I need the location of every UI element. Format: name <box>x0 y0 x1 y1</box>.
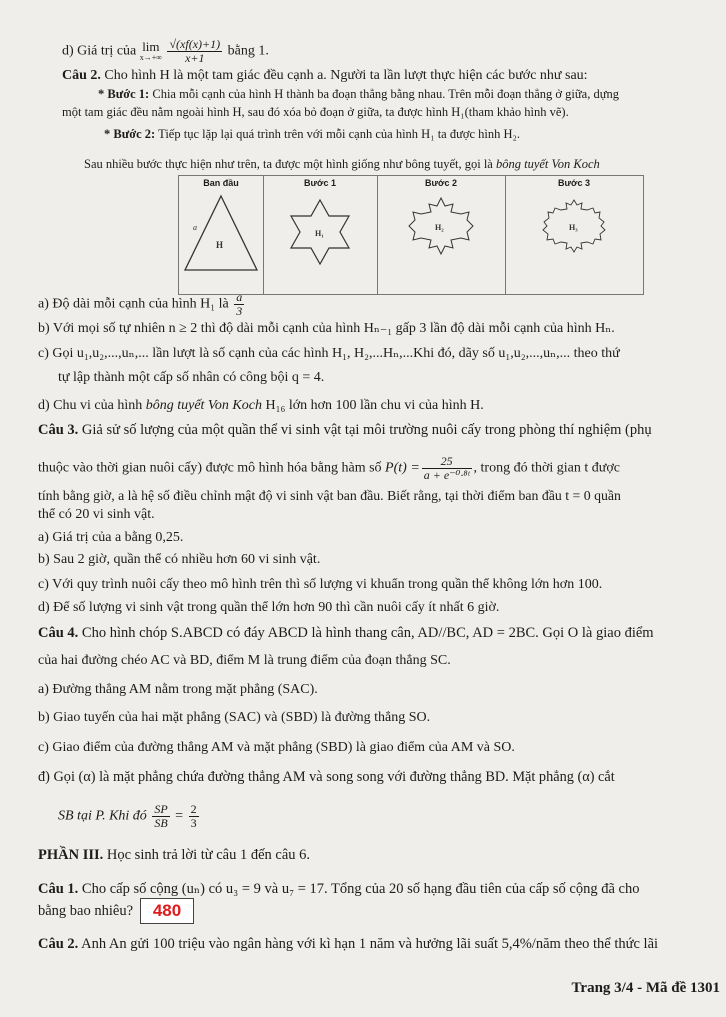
figure-cell-step3 <box>505 176 643 294</box>
text: Cho hình H là một tam giác đều cạnh a. Người ta lần lượt thực hiện các bước như sau: <box>104 68 588 83</box>
part3-question-1 <box>38 880 639 898</box>
text: Học sinh trả lời từ câu 1 đến câu 6. <box>106 847 311 863</box>
question-label: Câu 2. <box>38 936 79 952</box>
text: a) Độ dài mỗi cạnh của hình H₁ là <box>38 296 229 312</box>
figure-header: Ban đầu <box>203 178 239 188</box>
numerator: 25 <box>422 455 472 469</box>
value-fraction <box>189 803 199 830</box>
figure-header: Bước 3 <box>558 178 590 188</box>
step-label: * Bước 1: <box>98 87 150 101</box>
denominator: x+1 <box>185 51 205 65</box>
part3-question-2 <box>38 935 658 953</box>
side-label: a <box>193 223 197 232</box>
question-4-line2: của hai đường chéo AC và BD, điểm M là trung điểm của đoạn thẳng SC. <box>38 653 451 668</box>
denominator: a + e⁻⁰·⁸ᵗ <box>423 468 470 482</box>
text: SB tại P. Khi đó <box>58 808 147 824</box>
question-1d <box>62 38 269 65</box>
step-label: * Bước 2: <box>104 127 156 141</box>
function-fraction <box>422 455 472 482</box>
step-1 <box>98 85 619 103</box>
figure-header: Bước 1 <box>304 178 336 188</box>
question-label: Câu 3. <box>38 422 79 438</box>
text: d) Chu vi của hình <box>38 398 143 413</box>
statement-4b: b) Giao tuyến của hai mặt phẳng (SAC) và (SBD) là đường thẳng SO. <box>38 710 431 725</box>
question-3-line3: tính bằng giờ, a là hệ số điều chỉnh mật độ vi sinh vật ban đầu. Biết rằng, tại thời điểm ban đầu t = 0 quần <box>38 488 621 503</box>
equals-sign: = <box>175 808 184 824</box>
lim-label: lim <box>142 38 160 54</box>
ratio-fraction <box>152 803 169 830</box>
numerator: 2 <box>190 802 197 816</box>
shape-label: H₂ <box>435 223 444 232</box>
statement-3d: d) Để số lượng vi sinh vật trong quần thể lớn hơn 90 thì cần nuôi cấy ít nhất 6 giờ. <box>38 600 500 615</box>
fraction <box>234 291 244 318</box>
koch-figure <box>178 175 644 295</box>
text: Tiếp tục lặp lại quá trình trên với mỗi cạnh của hình H₁ ta được hình H₂. <box>158 127 520 141</box>
statement-2a <box>38 291 246 318</box>
question-3-line4: thể có 20 vi sinh vật. <box>38 507 155 522</box>
statement-3b: b) Sau 2 giờ, quần thể có nhiều hơn 60 vi sinh vật. <box>38 552 321 567</box>
triangle-shape <box>179 190 263 290</box>
question-2-line4 <box>84 155 600 173</box>
figure-cell-step2 <box>377 176 506 294</box>
step-2 <box>104 125 520 143</box>
statement-4d-cont <box>58 803 201 830</box>
text: bằng 1. <box>227 43 269 59</box>
question-label: Câu 2. <box>62 68 101 83</box>
star-shape <box>263 190 377 290</box>
text: Sau nhiều bước thực hiện như trên, ta được một hình giống như bông tuyết, gọi là <box>84 157 493 171</box>
statement-4d: đ) Gọi (α) là mặt phẳng chứa đường thẳng AM và song song với đường thẳng BD. Mặt phẳng (α) cắt <box>38 769 615 785</box>
statement-4c: c) Giao điểm của đường thẳng AM và mặt phẳng (SBD) là giao điểm của AM và SO. <box>38 740 515 755</box>
answer-box: 480 <box>140 898 194 924</box>
text: Cho cấp số cộng (uₙ) có u₃ = 9 và u₇ = 17. Tổng của 20 số hạng đầu tiên của cấp số cộng đã cho <box>81 881 640 897</box>
statement-2b: b) Với mọi số tự nhiên n ≥ 2 thì độ dài mỗi cạnh của hình Hₙ₋₁ gấp 3 lần độ dài mỗi cạnh của hình Hₙ. <box>38 321 615 336</box>
statement-3c: c) Với quy trình nuôi cấy theo mô hình trên thì số lượng vi khuẩn trong quần thể không lớn hơn 100. <box>38 577 603 592</box>
limit-fraction <box>167 38 222 65</box>
statement-4a: a) Đường thẳng AM nằm trong mặt phẳng (SAC). <box>38 682 318 697</box>
denominator: SB <box>154 816 168 830</box>
snowflake-step2-shape <box>377 190 505 290</box>
statement-2d <box>38 397 484 415</box>
page-footer: Trang 3/4 - Mã đề 1301 <box>571 980 720 996</box>
text: H₁₆ lớn hơn 100 lần chu vi của hình H. <box>265 398 484 413</box>
shape-label: H₃ <box>569 223 578 232</box>
question-2-intro <box>62 67 588 85</box>
figure-cell-start <box>179 176 264 294</box>
text: thuộc vào thời gian nuôi cấy) được mô hình hóa bằng hàm số <box>38 460 382 476</box>
numerator: a <box>236 290 243 304</box>
shape-label: H₁ <box>315 229 324 238</box>
numerator: √(xf(x)+1) <box>169 37 221 51</box>
question-label: Câu 4. <box>38 625 79 641</box>
part-3-heading <box>38 846 310 864</box>
question-4-intro <box>38 624 654 642</box>
question-3-line2 <box>38 455 620 482</box>
figure-cell-step1 <box>263 176 378 294</box>
question-label: Câu 1. <box>38 881 79 897</box>
limit-expression <box>139 38 162 63</box>
statement-3a: a) Giá trị của a bằng 0,25. <box>38 530 184 545</box>
koch-term: bông tuyết Von Koch <box>145 398 262 413</box>
figure-header: Bước 2 <box>425 178 457 188</box>
denominator: 3 <box>236 304 243 318</box>
statement-2c: c) Gọi u₁,u₂,...,uₙ,... lần lượt là số cạnh của các hình H₁, H₂,...Hₙ,...Khi đó, dãy số u₁,u₂,...,uₙ,... theo thứ <box>38 346 620 361</box>
shape-label: H <box>216 240 224 250</box>
numerator: SP <box>154 802 168 816</box>
question-3-intro <box>38 421 652 439</box>
text: , trong đó thời gian t được <box>473 460 620 476</box>
text: Giả sử số lượng của một quần thể vi sinh vật tại môi trường nuôi cấy trong phòng thí nghiệm (phụ <box>81 422 652 438</box>
text: Anh An gửi 100 triệu vào ngân hàng với kì hạn 1 năm và hưởng lãi suất 5,4%/năm theo thể thức lãi <box>81 936 659 952</box>
lim-sub: x→+∞ <box>139 52 162 62</box>
snowflake-step3-shape <box>505 190 643 290</box>
text: Chia mỗi cạnh của hình H thành ba đoạn thẳng bằng nhau. Trên mỗi đoạn thẳng ở giữa, dựng <box>152 87 619 101</box>
part3-question-1-cont: bằng bao nhiêu? <box>38 903 134 919</box>
text: d) Giá trị của <box>62 43 137 59</box>
statement-2c-cont: tự lập thành một cấp số nhân có công bội q = 4. <box>58 370 325 385</box>
function-name: P(t) = <box>385 460 420 476</box>
text: Cho hình chóp S.ABCD có đáy ABCD là hình thang cân, AD//BC, AD = 2BC. Gọi O là giao điểm <box>81 625 654 641</box>
denominator: 3 <box>190 816 197 830</box>
step-1-cont: một tam giác đều nằm ngoài hình H, sau đó xóa bỏ đoạn ở giữa, ta được hình H₁(tham khảo hình vẽ). <box>62 105 569 119</box>
koch-term: bông tuyết Von Koch <box>495 157 600 171</box>
part-label: PHẦN III. <box>38 847 104 863</box>
